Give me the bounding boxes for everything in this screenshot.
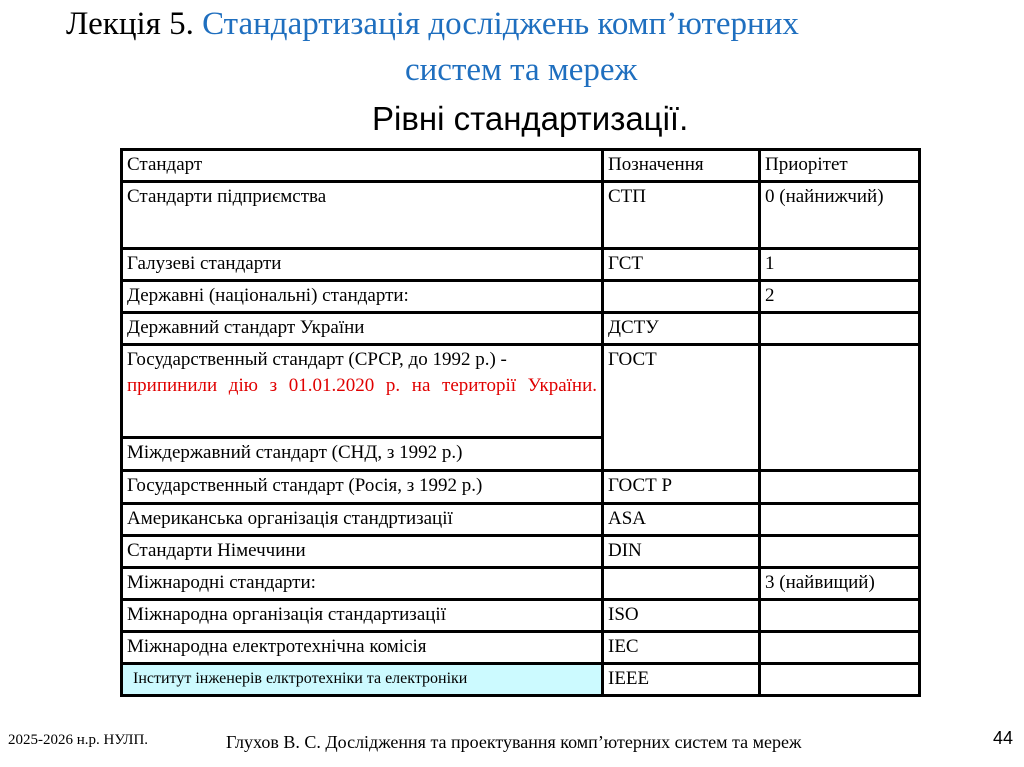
table-row [122,568,920,600]
cell-standard: Государственный стандарт (Росія, з 1992 р.) [122,471,603,504]
cell-code [603,568,760,600]
cell-standard: Державні (національні) стандарти: [122,281,603,313]
cell-priority [760,345,920,471]
cell-priority [760,664,920,696]
table-row [122,664,920,696]
standard-name: Государственный стандарт (СРСР, до 1992 р.) - [127,349,507,370]
cell-priority: 3 (найвищий) [760,568,920,600]
cell-priority [760,536,920,568]
cell-standard: Стандарти Німеччини [122,536,603,568]
cell-code: ГСТ [603,249,760,281]
cell-priority [760,471,920,504]
cell-standard: Міжнародна організація стандартизації [122,600,603,632]
cell-code: ГОСТ Р [603,471,760,504]
footer-course: Глухов В. С. Дослідження та проектування комп’ютерних систем та мереж [226,732,802,752]
table-row [122,600,920,632]
cell-standard: Галузеві стандарти [122,249,603,281]
slide-subtitle: Рівні стандартизації. [372,100,689,137]
cell-code: СТП [603,182,760,249]
lecture-topic-line2: систем та мереж [405,52,638,88]
header-standard: Стандарт [122,150,603,182]
cell-standard: Міждержавний стандарт (СНД, з 1992 р.) [122,438,603,471]
page-number: 44 [993,728,1014,748]
cell-standard [122,345,603,438]
cell-standard: Стандарти підприємства [122,182,603,249]
cell-standard: Інститут інженерів елктротехніки та електроніки [122,664,603,696]
table-row [122,182,920,249]
cell-priority: 2 [760,281,920,313]
cell-priority [760,313,920,345]
standard-note: припинили дію з 01.01.2020 р. на території України. [127,375,597,396]
cell-standard: Американська організація стандртизації [122,504,603,536]
cell-code: IEEE [603,664,760,696]
cell-standard: Міжнародні стандарти: [122,568,603,600]
cell-code: IEC [603,632,760,664]
table-row [122,345,920,438]
cell-standard: Державний стандарт України [122,313,603,345]
lecture-topic: Стандартизація досліджень комп’ютерних [202,6,799,42]
table-header [122,150,920,182]
cell-priority [760,632,920,664]
cell-priority [760,504,920,536]
cell-code: ISO [603,600,760,632]
cell-code: ASA [603,504,760,536]
cell-priority [760,600,920,632]
cell-priority: 0 (найнижчий) [760,182,920,249]
header-code: Позначення [603,150,760,182]
lecture-number: Лекція 5. [66,6,194,42]
footer-year: 2025-2026 н.р. НУЛП. [8,732,149,748]
cell-code: DIN [603,536,760,568]
slide-title [66,6,799,43]
table-row [122,536,920,568]
cell-code [603,281,760,313]
table-row [122,281,920,313]
header-priority: Приорітет [760,150,920,182]
table-row [122,249,920,281]
cell-standard: Міжнародна електротехнічна комісія [122,632,603,664]
standards-table [120,148,921,697]
table-row [122,632,920,664]
table-row [122,313,920,345]
table-row [122,471,920,504]
cell-code: ГОСТ [603,345,760,471]
table-row [122,504,920,536]
cell-priority: 1 [760,249,920,281]
cell-code: ДСТУ [603,313,760,345]
